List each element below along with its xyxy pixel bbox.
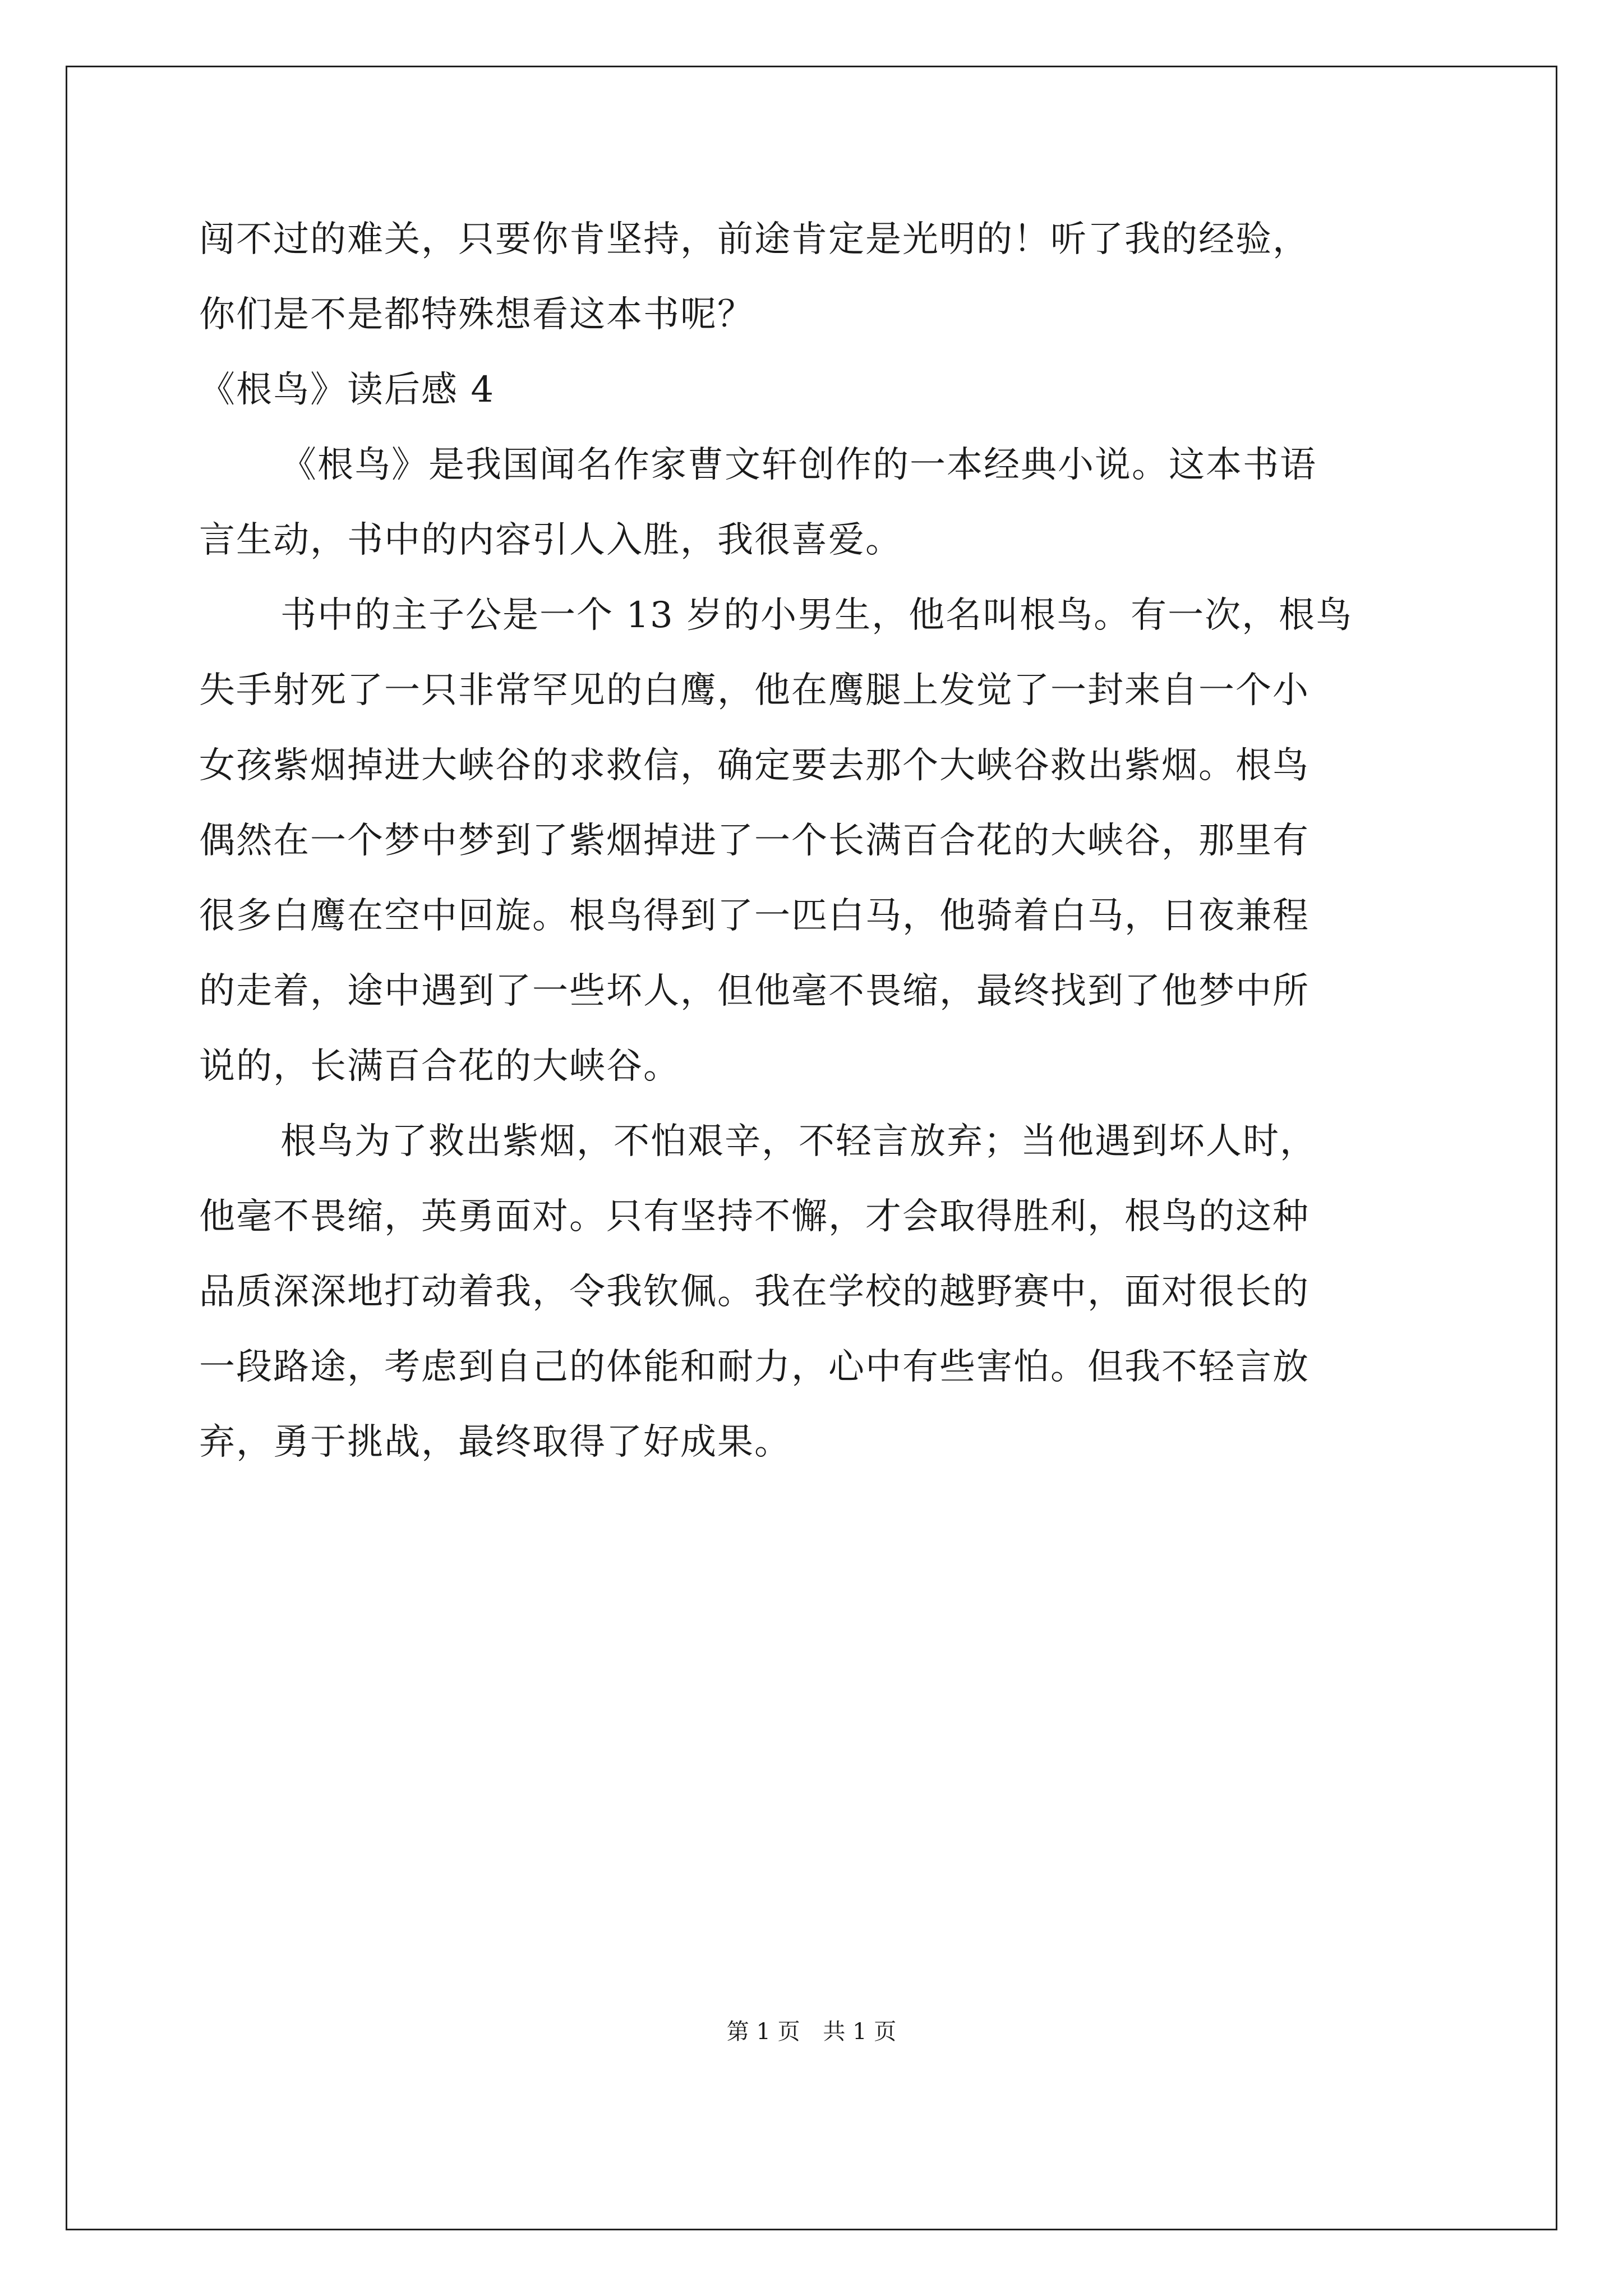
page-total: 共 1 页	[823, 2019, 897, 2045]
text-line: 你们是不是都特殊想看这本书呢？	[199, 294, 754, 335]
text-line: 偶然在一个梦中梦到了紫烟掉进了一个长满百合花的大峡谷，那里有	[199, 820, 1310, 862]
text-line: 的走着，途中遇到了一些坏人，但他毫不畏缩，最终找到了他梦中所	[199, 970, 1310, 1012]
text-line: 一段路途，考虑到自己的体能和耐力，心中有些害怕。但我不轻言放	[199, 1346, 1310, 1388]
paragraph-3	[199, 1104, 1433, 1480]
paragraph-2	[199, 578, 1433, 1104]
paragraph-1	[199, 427, 1433, 578]
text-line: 失手射死了一只非常罕见的白鹰，他在鹰腿上发觉了一封来自一个小	[199, 670, 1310, 711]
text-line: 弃，勇于挑战，最终取得了好成果。	[199, 1421, 791, 1463]
text-line: 闯不过的难关，只要你肯坚持，前途肯定是光明的！听了我的经验，	[199, 219, 1310, 260]
text-line: 品质深深地打动着我，令我钦佩。我在学校的越野赛中，面对很长的	[199, 1271, 1310, 1313]
text-line: 书中的主子公是一个 13 岁的小男生，他名叫根鸟。有一次，根鸟	[280, 595, 1353, 636]
page-number: 第 1 页	[726, 2019, 800, 2045]
page-footer	[0, 2014, 1623, 2046]
text-line: 很多白鹰在空中回旋。根鸟得到了一匹白马，他骑着白马，日夜兼程	[199, 895, 1310, 937]
text-line: 《根鸟》是我国闻名作家曹文轩创作的一本经典小说。这本书语	[280, 444, 1317, 486]
text-line: 言生动，书中的内容引人入胜，我很喜爱。	[199, 519, 902, 561]
section-title: 《根鸟》读后感 4	[199, 369, 495, 411]
text-line: 根鸟为了救出紫烟，不怕艰辛，不轻言放弃；当他遇到坏人时，	[280, 1121, 1317, 1162]
text-line: 他毫不畏缩，英勇面对。只有坚持不懈，才会取得胜利，根鸟的这种	[199, 1196, 1310, 1237]
text-line: 女孩紫烟掉进大峡谷的求救信，确定要去那个大峡谷救出紫烟。根鸟	[199, 745, 1310, 786]
document-body	[199, 202, 1433, 1480]
text-line: 说的，长满百合花的大峡谷。	[199, 1046, 680, 1087]
